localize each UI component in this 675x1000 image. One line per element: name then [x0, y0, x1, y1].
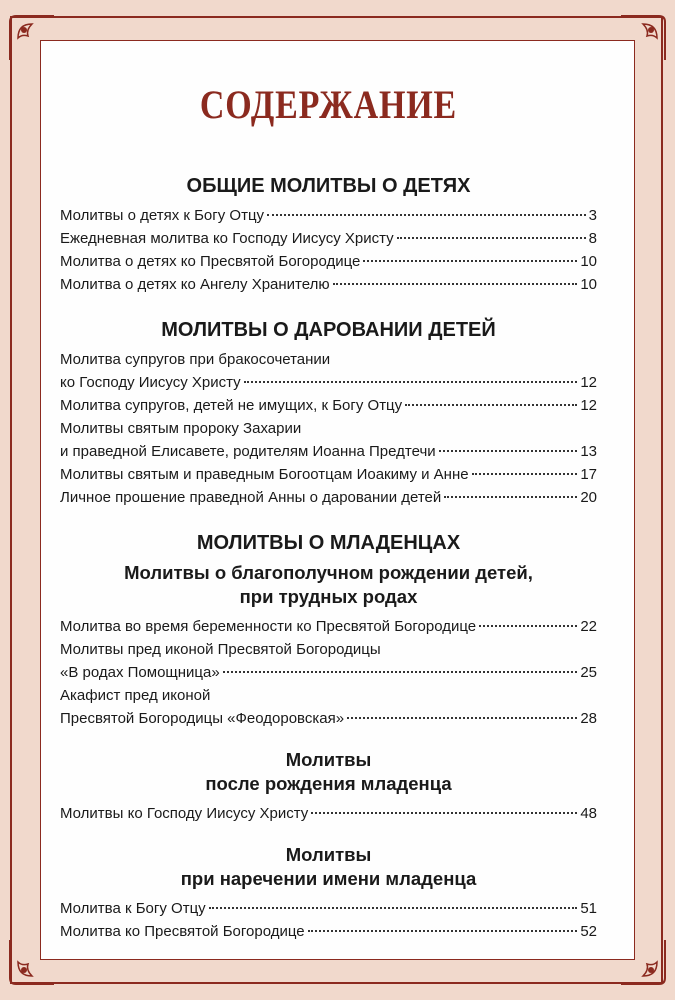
- toc-section: [60, 531, 597, 730]
- page-number: 12: [580, 374, 597, 391]
- dot-leader: [439, 450, 578, 452]
- entry-title-line: Молитвы пред иконой Пресвятой Богородицы: [60, 641, 381, 658]
- toc-entry[interactable]: [60, 204, 597, 227]
- toc-entry[interactable]: [60, 486, 597, 509]
- entry-title: Молитвы о детях к Богу Отцу: [60, 207, 265, 224]
- toc-entry[interactable]: [60, 273, 597, 296]
- section-heading: МОЛИТВЫ О МЛАДЕНЦАХ: [196, 532, 461, 554]
- toc-section: [60, 318, 597, 509]
- entry-title: Молитва супругов, детей не имущих, к Богу Отцу: [60, 397, 403, 414]
- dot-leader: [308, 930, 578, 932]
- subheading-line: при наречении имени младенца: [180, 868, 477, 889]
- corner-ornament-icon: [2, 8, 62, 68]
- page-number: 10: [580, 276, 597, 293]
- page-number: 3: [588, 207, 597, 224]
- toc-entry[interactable]: [60, 897, 597, 920]
- dot-leader: [333, 283, 578, 285]
- dot-leader: [472, 473, 578, 475]
- subheading-line: Молитвы: [285, 749, 372, 770]
- toc-section: [60, 748, 597, 825]
- entry-row: [60, 897, 597, 920]
- page-number: 8: [588, 230, 597, 247]
- page-number: 52: [580, 923, 597, 940]
- entry-title: «В родах Помощница»: [60, 664, 220, 681]
- page-number: 48: [580, 805, 597, 822]
- entry-row: [60, 250, 597, 273]
- toc-entry[interactable]: [60, 394, 597, 417]
- table-of-contents: [60, 80, 597, 961]
- dot-leader: [363, 260, 577, 262]
- corner-ornament-icon: [2, 932, 62, 992]
- corner-ornament-icon: [613, 8, 673, 68]
- dot-leader: [479, 625, 577, 627]
- entry-row: [60, 371, 597, 394]
- entry-row: [60, 615, 597, 638]
- subheading-line: Молитвы: [285, 844, 372, 865]
- page-number: 10: [580, 253, 597, 270]
- entry-row: [60, 802, 597, 825]
- toc-sections: [60, 174, 597, 943]
- page-number: 22: [580, 618, 597, 635]
- dot-leader: [444, 496, 577, 498]
- dot-leader: [405, 404, 577, 406]
- section-subheading: [60, 843, 597, 891]
- entry-row: [60, 707, 597, 730]
- page-title: СОДЕРЖАНИЕ: [199, 82, 458, 127]
- entry-title: Ежедневная молитва ко Господу Иисусу Христу: [60, 230, 394, 247]
- page-number: 51: [580, 900, 597, 917]
- entry-title: Молитва к Богу Отцу: [60, 900, 206, 917]
- entry-title-line: Акафист пред иконой: [60, 687, 211, 704]
- entry-row: [60, 204, 597, 227]
- entry-title: Личное прошение праведной Анны о даровании детей: [60, 489, 442, 506]
- entry-title: Молитва ко Пресвятой Богородице: [60, 923, 305, 940]
- toc-entry[interactable]: [60, 348, 597, 394]
- entry-title: и праведной Елисавете, родителям Иоанна Предтечи: [60, 443, 436, 460]
- toc-section: [60, 843, 597, 943]
- dot-leader: [397, 237, 586, 239]
- entry-title: Молитвы ко Господу Иисусу Христу: [60, 805, 309, 822]
- entry-title: ко Господу Иисусу Христу: [60, 374, 241, 391]
- dot-leader: [347, 717, 577, 719]
- entry-row: [60, 227, 597, 250]
- page-number: 13: [580, 443, 597, 460]
- entry-title: Молитва о детях ко Ангелу Хранителю: [60, 276, 330, 293]
- entry-row: [60, 440, 597, 463]
- entry-title: Молитва во время беременности ко Пресвятой Богородице: [60, 618, 477, 635]
- entry-title: Молитвы святым и праведным Богоотцам Иоакиму и Анне: [60, 466, 469, 483]
- dot-leader: [267, 214, 586, 216]
- entry-row: [60, 463, 597, 486]
- section-subheading: [60, 561, 597, 609]
- section-heading: ОБЩИЕ МОЛИТВЫ О ДЕТЯХ: [186, 175, 471, 197]
- toc-entry[interactable]: [60, 638, 597, 684]
- page-number: 25: [580, 664, 597, 681]
- toc-entry[interactable]: [60, 417, 597, 463]
- toc-entry[interactable]: [60, 227, 597, 250]
- toc-entry[interactable]: [60, 250, 597, 273]
- toc-entry[interactable]: [60, 920, 597, 943]
- subheading-line: при трудных родах: [239, 586, 418, 607]
- entry-title: Пресвятой Богородицы «Феодоровская»: [60, 710, 345, 727]
- toc-section: [60, 174, 597, 296]
- toc-entry[interactable]: [60, 615, 597, 638]
- toc-entry[interactable]: [60, 802, 597, 825]
- section-subheading: [60, 748, 597, 796]
- page-number: 20: [580, 489, 597, 506]
- entry-title: Молитва о детях ко Пресвятой Богородице: [60, 253, 361, 270]
- subheading-line: после рождения младенца: [205, 773, 452, 794]
- entry-row: [60, 486, 597, 509]
- entry-title-line: Молитвы святым пророку Захарии: [60, 420, 302, 437]
- section-heading: МОЛИТВЫ О ДАРОВАНИИ ДЕТЕЙ: [161, 319, 496, 341]
- entry-row: [60, 661, 597, 684]
- entry-title-line: Молитва супругов при бракосочетании: [60, 351, 331, 368]
- page-number: 28: [580, 710, 597, 727]
- dot-leader: [244, 381, 578, 383]
- dot-leader: [209, 907, 578, 909]
- page-number: 17: [580, 466, 597, 483]
- entry-row: [60, 920, 597, 943]
- page-number: 12: [580, 397, 597, 414]
- dot-leader: [311, 812, 577, 814]
- entry-row: [60, 273, 597, 296]
- dot-leader: [223, 671, 578, 673]
- entry-row: [60, 394, 597, 417]
- corner-ornament-icon: [613, 932, 673, 992]
- toc-entry[interactable]: [60, 684, 597, 730]
- toc-entry[interactable]: [60, 463, 597, 486]
- subheading-line: Молитвы о благополучном рождении детей,: [124, 562, 533, 583]
